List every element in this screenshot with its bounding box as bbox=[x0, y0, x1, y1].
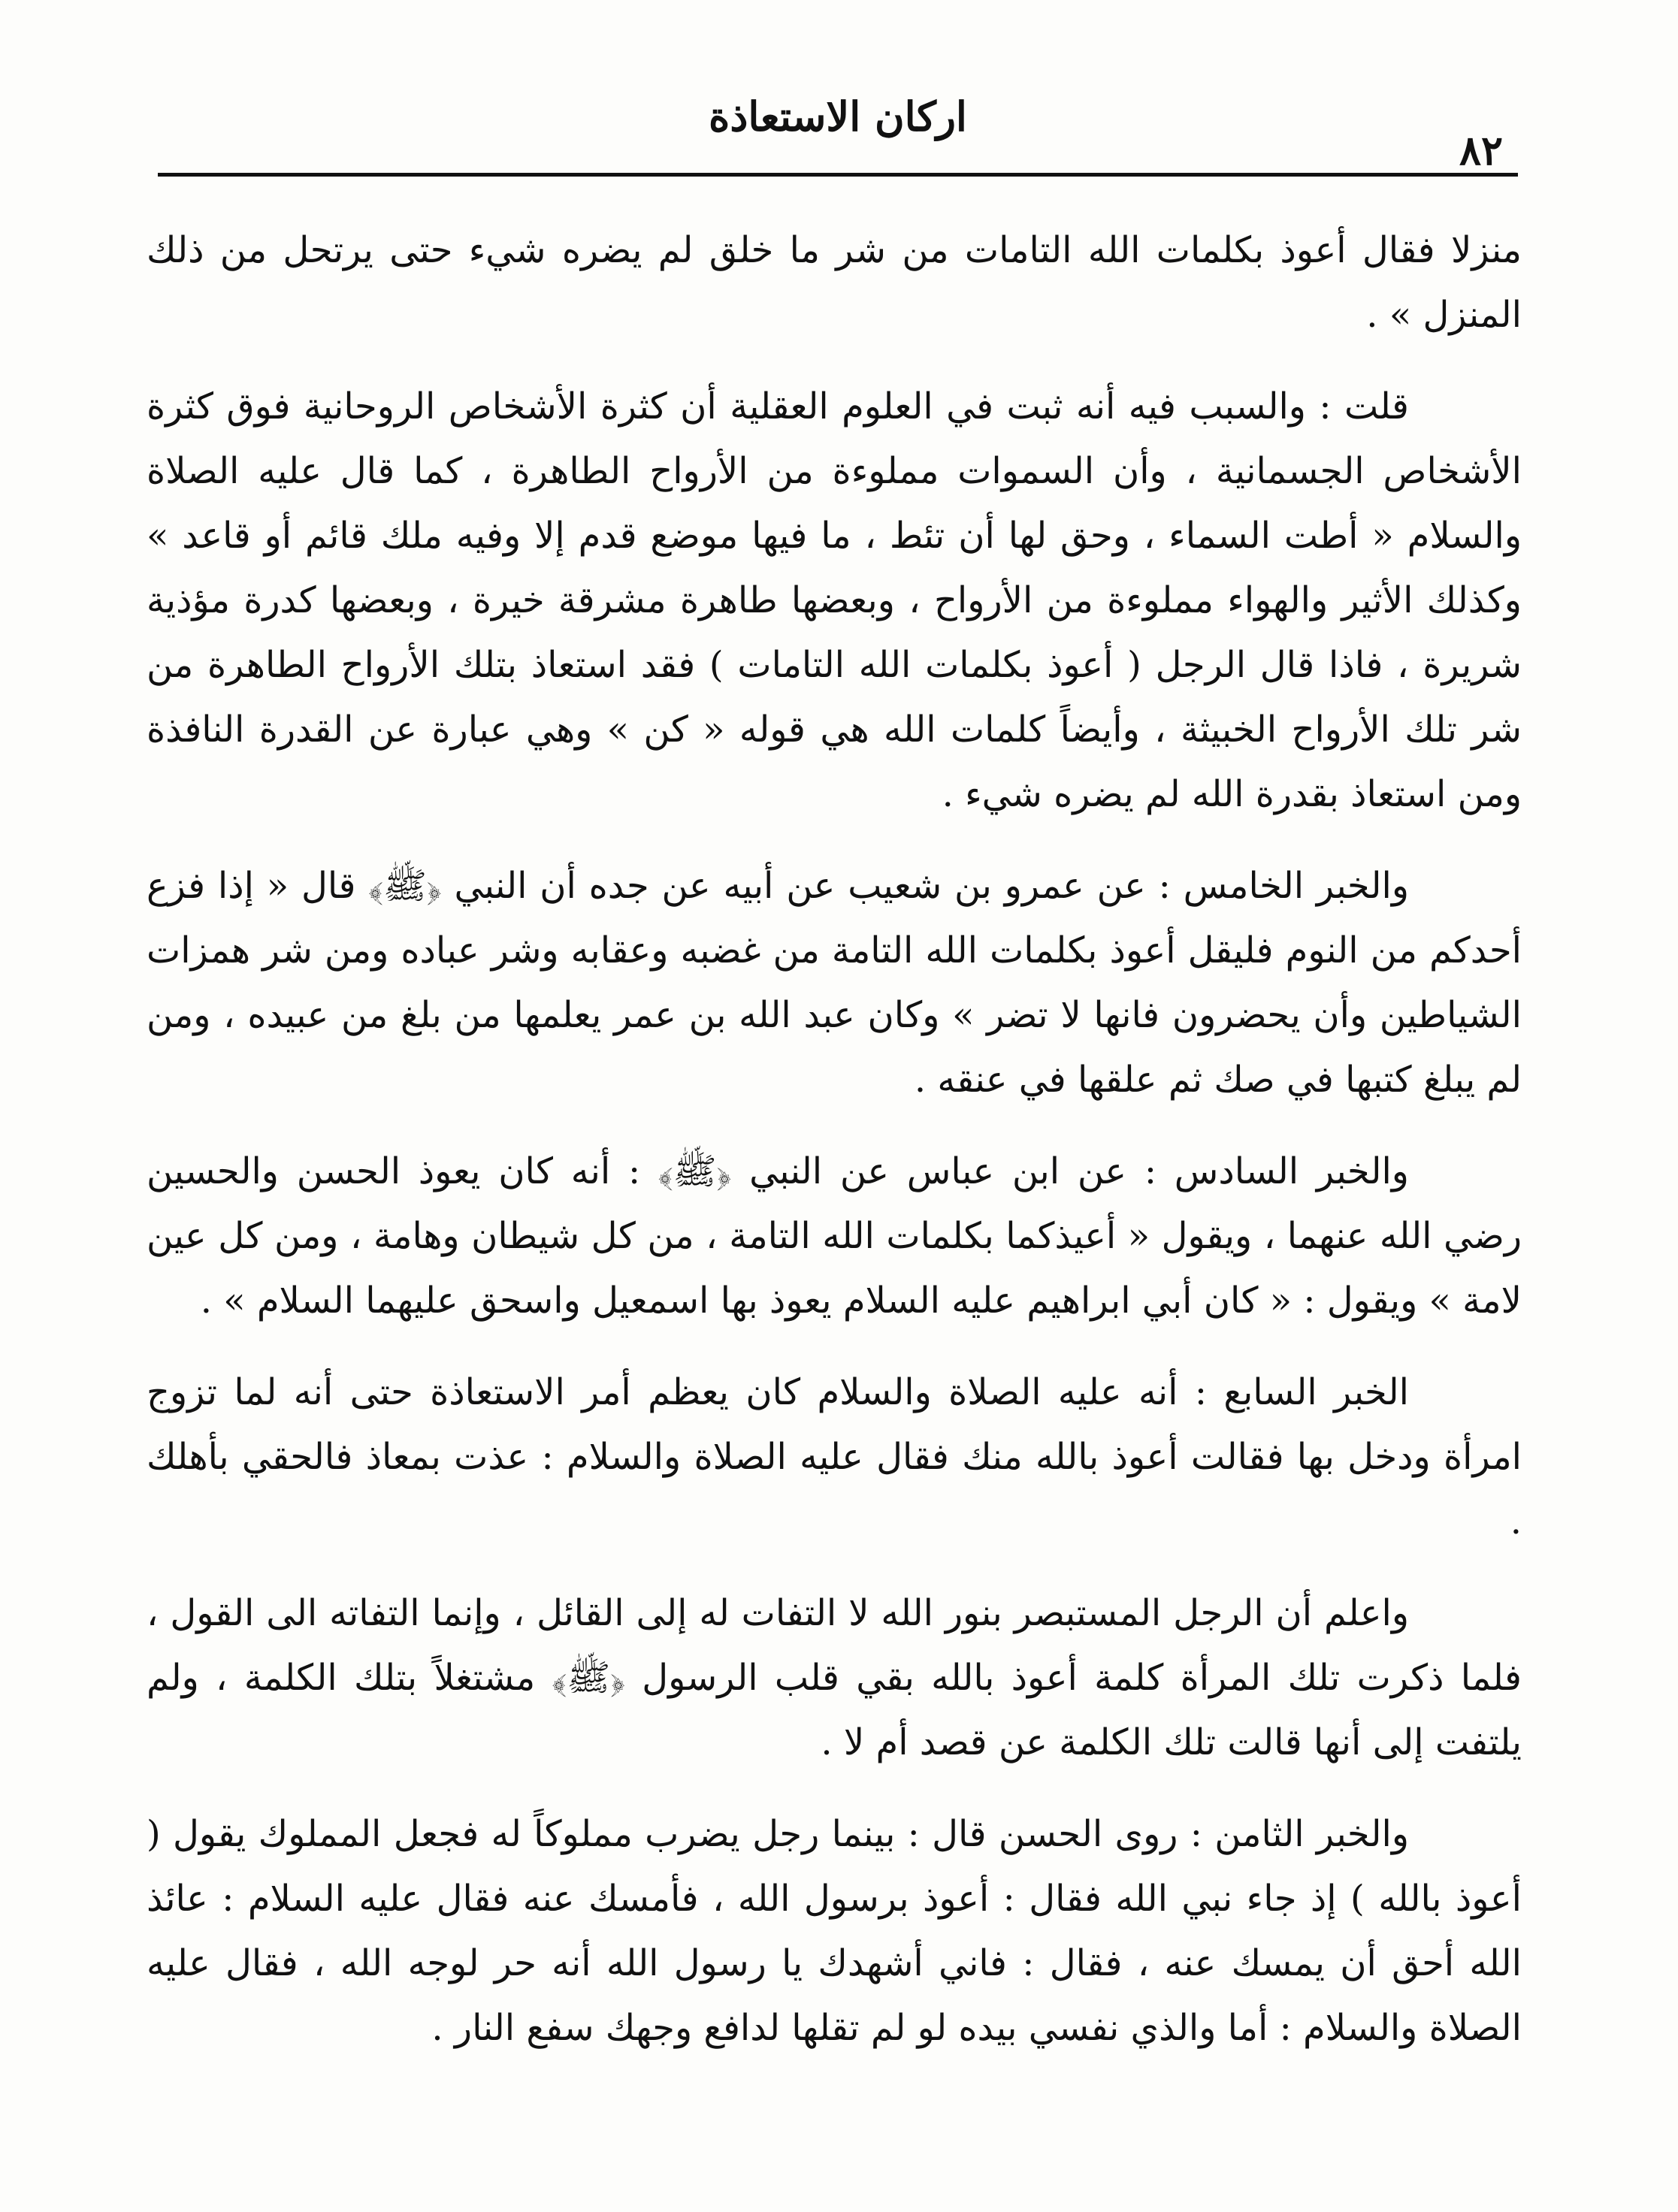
paragraph-commentary: قلت : والسبب فيه أنه ثبت في العلوم العقلية أن كثرة الأشخاص الروحانية فوق كثرة الأشخاص الجسمانية ، وأن السموات مملوءة من الأرواح الطاهرة ، كما قال عليه الصلاة والسلام « أطت السماء ، وحق لها أن تئط ، ما فيها موضع قدم إلا وفيه ملك قائم أو قاعد » وكذلك الأثير والهواء مملوءة من الأرواح ، وبعضها طاهرة مشرقة خيرة ، وبعضها كدرة مؤذية شريرة ، فاذا قال الرجل ( أعوذ بكلمات الله التامات ) فقد استعاذ بتلك الأرواح الطاهرة من شر تلك الأرواح الخبيثة ، وأيضاً كلمات الله هي قوله « كن » وهي عبارة عن القدرة النافذة ومن استعاذ بقدرة الله لم يضره شيء . bbox=[147, 385, 1522, 815]
paragraph-eighth-report: والخبر الثامن : روى الحسن قال : بينما رجل يضرب مملوكاً له فجعل المملوك يقول ( أعوذ بالله ) إذ جاء نبي الله فقال : أعوذ برسول الله ، فأمسك عنه فقال عليه السلام : عائذ الله أحق أن يمسك عنه ، فقال : فاني أشهدك يا رسول الله أنه حر لوجه الله ، فقال عليه الصلاة والسلام : أما والذي نفسي بيده لو لم تقلها لدافع وجهك سفع النار . bbox=[147, 1813, 1522, 2049]
paragraph-continuation: منزلا فقال أعوذ بكلمات الله التامات من شر ما خلق لم يضره شيء حتى يرتحل من ذلك المنزل » . bbox=[147, 229, 1522, 336]
page-number: ٨٢ bbox=[1459, 126, 1503, 174]
paragraph-sixth-report: والخبر السادس : عن ابن عباس عن النبي ﴿ﷺ﴾ : أنه كان يعوذ الحسن والحسين رضي الله عنهما ، ويقول « أعيذكما بكلمات الله التامة ، من كل شيطان وهامة ، ومن كل عين لامة » ويقول : « كان أبي ابراهيم عليه السلام يعوذ بها اسمعيل واسحق عليهما السلام » . bbox=[147, 1150, 1522, 1322]
paragraph-seventh-report: الخبر السابع : أنه عليه الصلاة والسلام كان يعظم أمر الاستعاذة حتى أنه لما تزوج امرأة ودخل بها فقالت أعوذ بالله منك فقال عليه الصلاة والسلام : عذت بمعاذ فالحقي بأهلك . bbox=[147, 1371, 1522, 1543]
running-header-title: اركان الاستعاذة bbox=[709, 92, 967, 141]
running-header bbox=[158, 83, 1518, 188]
body-text bbox=[147, 218, 1522, 2087]
paragraph-note: واعلم أن الرجل المستبصر بنور الله لا التفات له إلى القائل ، وإنما التفاته الى القول ، فلما ذكرت تلك المرأة كلمة أعوذ بالله بقي قلب الرسول ﴿ﷺ﴾ مشتغلاً بتلك الكلمة ، ولم يلتفت إلى أنها قالت تلك الكلمة عن قصد أم لا . bbox=[147, 1592, 1522, 1763]
paragraph-fifth-report: والخبر الخامس : عن عمرو بن شعيب عن أبيه عن جده أن النبي ﴿ﷺ﴾ قال « إذا فزع أحدكم من النوم فليقل أعوذ بكلمات الله التامة من غضبه وعقابه وشر عباده ومن شر همزات الشياطين وأن يحضرون فانها لا تضر » وكان عبد الله بن عمر يعلمها من بلغ من عبيده ، ومن لم يبلغ كتبها في صك ثم علقها في عنقه . bbox=[147, 865, 1522, 1101]
header-rule bbox=[158, 173, 1518, 177]
